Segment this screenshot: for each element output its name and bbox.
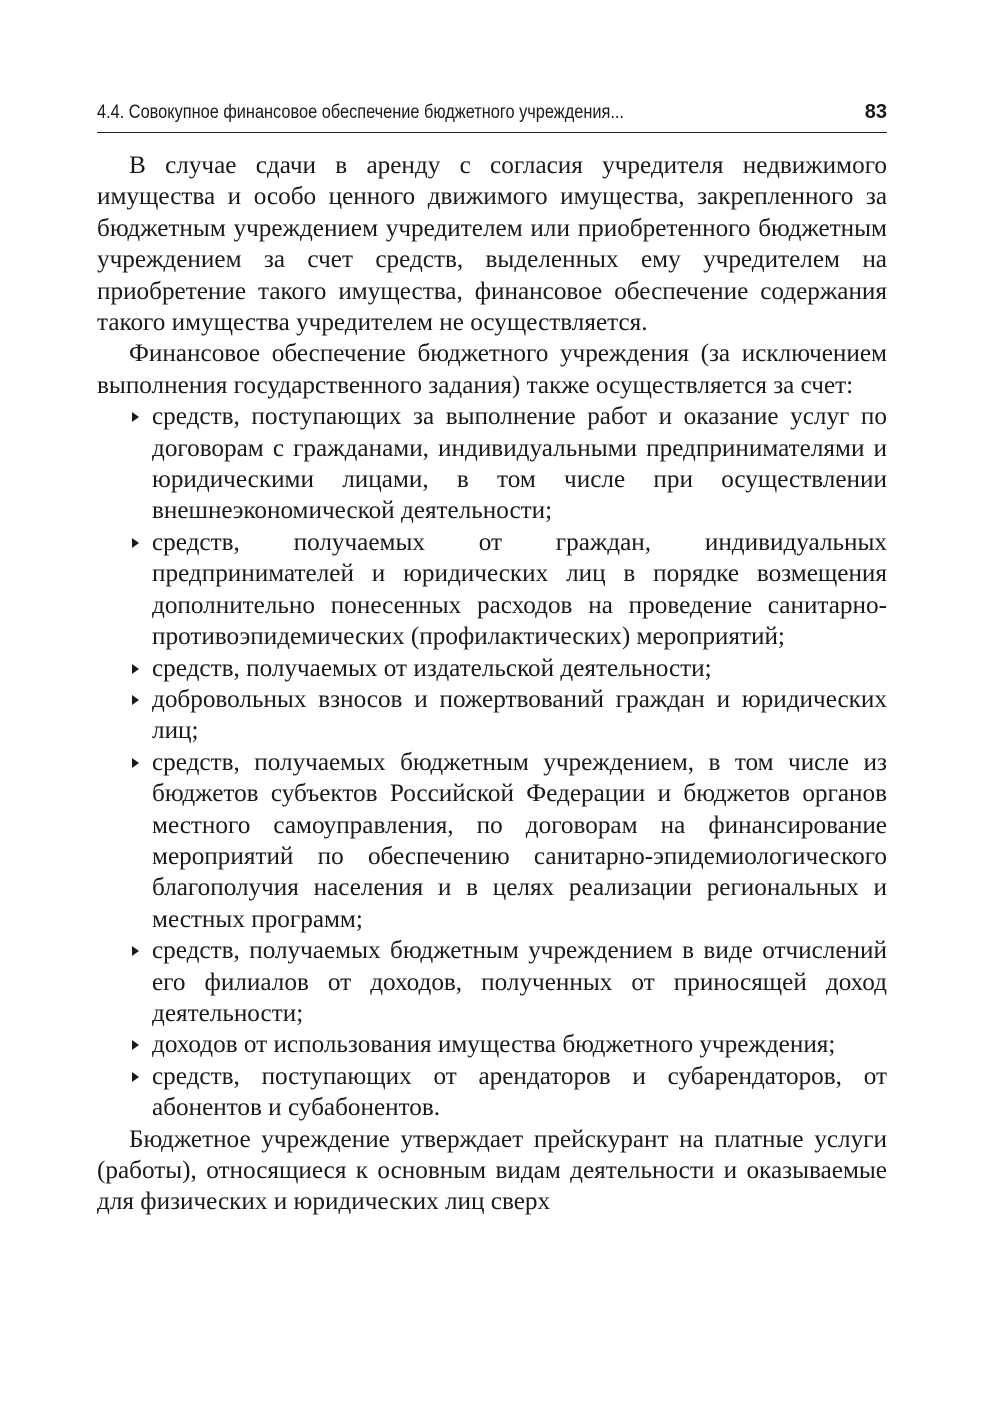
page-number: 83 xyxy=(864,101,887,123)
triangle-bullet-icon xyxy=(132,538,139,548)
section-title: 4.4. Совокупное финансовое обеспечение бюджетного учреждения... xyxy=(97,102,624,123)
triangle-bullet-icon xyxy=(132,946,139,956)
triangle-bullet-icon xyxy=(132,412,139,422)
triangle-bullet-icon xyxy=(132,1040,139,1050)
triangle-bullet-icon xyxy=(132,695,139,705)
paragraph-funding-sources: Финансовое обеспечение бюджетного учреждения (за исключением выполнения государственного задания) также осуществляется за счет: xyxy=(97,340,887,399)
list-item: средств, получаемых от граждан, индивидуальных предпринимателей и юридических лиц в порядке возмещения дополнительно понесенных расходов на проведение санитарно-противоэпидемических (профилактических) мероприятий; xyxy=(152,527,887,653)
running-header xyxy=(97,100,887,133)
list-item: доходов от использования имущества бюджетного учреждения; xyxy=(152,1029,887,1060)
list-item: средств, поступающих за выполнение работ и оказание услуг по договорам с гражданами, индивидуальными предпринимателями и юридическими лицами, в том числе при осуществлении внешнеэкономической деятельности; xyxy=(152,401,887,527)
funding-sources-list xyxy=(97,401,887,1123)
list-item: средств, получаемых от издательской деятельности; xyxy=(152,653,887,684)
list-item: средств, получаемых бюджетным учреждением в виде отчислений его филиалов от доходов, полученных от приносящей доход деятельности; xyxy=(152,935,887,1029)
triangle-bullet-icon xyxy=(132,758,139,768)
list-item: средств, получаемых бюджетным учреждением, в том числе из бюджетов субъектов Российской Федерации и бюджетов органов местного самоуправления, по договорам на финансирование мероприятий по обеспечению санитарно-эпидемиологического благополучия населения и в целях реализации региональных и местных программ; xyxy=(152,747,887,935)
list-item: средств, поступающих от арендаторов и субарендаторов, от абонентов и субабонентов. xyxy=(152,1061,887,1124)
triangle-bullet-icon xyxy=(132,664,139,674)
page-body xyxy=(97,150,887,1218)
list-item: добровольных взносов и пожертвований граждан и юридических лиц; xyxy=(152,684,887,747)
paragraph-price-list: Бюджетное учреждение утверждает прейскурант на платные услуги (работы), относящиеся к основным видам деятельности и оказываемые для физических и юридических лиц сверх xyxy=(97,1125,887,1216)
paragraph-rent: В случае сдачи в аренду с согласия учредителя недвижимого имущества и особо ценного движимого имущества, закрепленного за бюджетным учреждением учредителем или приобретенного бюджетным учреждением за счет средств, выделенных ему учредителем на приобретение такого имущества, финансовое обеспечение содержания такого имущества учредителем не осуществляется. xyxy=(97,152,887,337)
triangle-bullet-icon xyxy=(132,1072,139,1082)
